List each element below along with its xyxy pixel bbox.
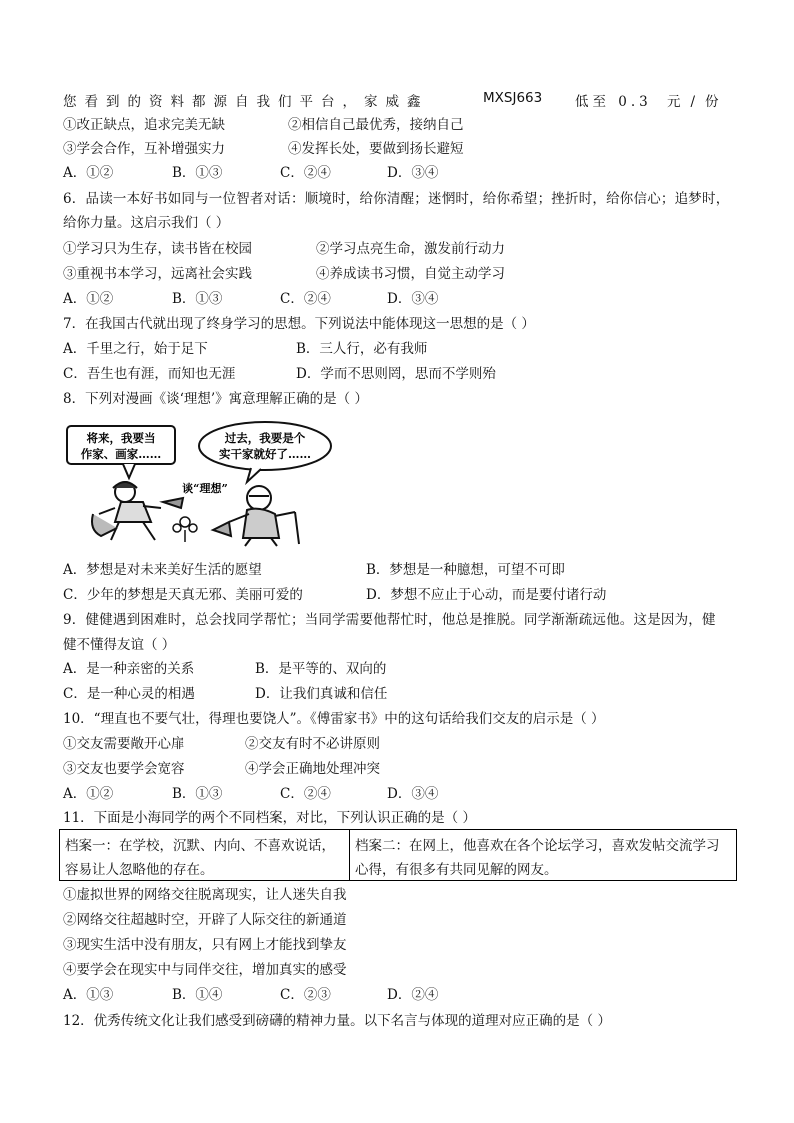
q6-option-4: ④养成读书习惯，自觉主动学习 [316,266,505,282]
header-unit: 元/份 [667,94,729,110]
bubble-left-line-1: 将来，我要当 [86,431,156,445]
q11-stem: 11．下面是小海同学的两个不同档案，对比，下列认识正确的是（ ） [63,810,476,826]
q6-option-2: ②学习点亮生命，激发前行动力 [316,241,505,257]
q10-option-1: ①交友需要敞开心扉 [63,736,185,752]
q7-option-c: C．吾生也有涯，而知也无涯 [63,366,236,382]
q5-answer-d: D．③④ [387,165,439,181]
q10-answer-b: B．①③ [172,786,223,802]
profile-table [59,829,737,881]
q10-answer-d: D．③④ [387,786,439,802]
q9-option-d: D．让我们真诚和信任 [255,686,388,702]
q5-option-1: ①改正缺点，追求完美无缺 [63,117,225,133]
q10-answer-a: A．①② [63,786,114,802]
q11-answer-d: D．②④ [387,987,439,1003]
q5-option-4: ④发挥长处，要做到扬长避短 [288,141,464,157]
bubble-tail-left [123,464,135,478]
q11-answer-a: A．①③ [63,987,114,1003]
q5-option-3: ③学会合作，互补增强实力 [63,141,225,157]
q7-option-a: A．千里之行，始于足下 [63,341,208,357]
q7-stem: 7．在我国古代就出现了终身学习的思想。下列说法中能体现这一思想的是（ ） [63,316,535,332]
header-code: MXSJ663 [483,90,543,106]
q8-option-d: D．梦想不应止于心动，而是要付诸行动 [366,587,607,603]
q6-answer-d: D．③④ [387,291,439,307]
q8-stem: 8．下列对漫画《谈‘理想’》寓意理解正确的是（ ） [63,391,368,407]
old-figure [213,486,299,546]
q9-option-a: A．是一种亲密的关系 [63,661,195,677]
q6-option-1: ①学习只为生存，读书皆在校园 [63,241,252,257]
q8-option-c: C．少年的梦想是天真无邪、美丽可爱的 [63,587,303,603]
q12-stem: 12．优秀传统文化让我们感受到磅礴的精神力量。以下名言与体现的道理对应正确的是（ ） [63,1013,611,1029]
q10-option-4: ④学会正确地处理冲突 [245,761,380,777]
profile-cell-2: 档案二：在网上，他喜欢在各个论坛学习，喜欢发帖交流学习心得，有很多有共同见解的网友。 [349,830,736,880]
q6-answer-b: B．①③ [172,291,223,307]
q11-option-1: ①虚拟世界的网络交往脱离现实，让人迷失自我 [63,887,347,903]
q6-option-3: ③重视书本学习，远离社会实践 [63,266,252,282]
q7-option-b: B．三人行，必有我师 [296,341,428,357]
header-price: 低至 0.3 [575,94,652,110]
q11-option-3: ③现实生活中没有朋友，只有网上才能找到挚友 [63,937,347,953]
q9-option-c: C．是一种心灵的相遇 [63,686,195,702]
q7-option-d: D．学而不思则罔，思而不学则殆 [296,366,496,382]
bubble-right-line-1: 过去，我要是个 [224,431,306,445]
q9-stem-line-2: 健不懂得友谊（ ） [63,637,176,653]
q8-option-b: B．梦想是一种臆想，可望不可即 [366,562,565,578]
young-figure [92,482,183,540]
q11-answer-c: C．②③ [280,987,331,1003]
cartoon-image [63,418,335,550]
q9-stem-line-1: 9．健健遇到困难时，总会找同学帮忙；当同学需要他帮忙时，他总是推脱。同学渐渐疏远他。这是因为，健 [63,612,716,628]
cartoon-caption: 谈“理想” [182,482,228,495]
q5-answer-b: B．①③ [172,165,223,181]
q5-option-2: ②相信自己最优秀，接纳自己 [288,117,464,133]
q5-answer-a: A．①② [63,165,114,181]
q11-answer-b: B．①④ [172,987,223,1003]
q6-stem-line-2: 给你力量。这启示我们（ ） [63,215,230,231]
q11-option-2: ②网络交往超越时空，开辟了人际交往的新通道 [63,912,347,928]
q10-option-2: ②交友有时不必讲原则 [245,736,380,752]
q11-option-4: ④要学会在现实中与同伴交往，增加真实的感受 [63,962,347,978]
bubble-right-line-2: 实干家就好了…… [219,447,311,461]
q8-option-a: A．梦想是对未来美好生活的愿望 [63,562,262,578]
q10-option-3: ③交友也要学会宽容 [63,761,185,777]
q10-stem: 10．“理直也不要气壮，得理也要饶人”。《傅雷家书》中的这句话给我们交友的启示是（ ） [63,711,605,727]
flower-decoration [173,517,197,542]
q10-answer-c: C．②④ [280,786,331,802]
q6-stem-line-1: 6．品读一本好书如同与一位智者对话：顺境时，给你清醒；迷惘时，给你希望；挫折时，给你信心；追梦时， [63,191,730,207]
cartoon-illustration [63,418,335,550]
q6-answer-a: A．①② [63,291,114,307]
q6-answer-c: C．②④ [280,291,331,307]
profile-cell-1: 档案一：在学校，沉默、内向、不喜欢说话，容易让人忽略他的存在。 [65,838,335,878]
q9-option-b: B．是平等的、双向的 [255,661,387,677]
header-text-1: 您看到的资料都源自我们平台，家威鑫 [63,94,429,110]
speech-bubble-right [199,422,331,470]
q5-answer-c: C．②④ [280,165,331,181]
bubble-left-line-2: 作家、画家…… [80,447,162,461]
